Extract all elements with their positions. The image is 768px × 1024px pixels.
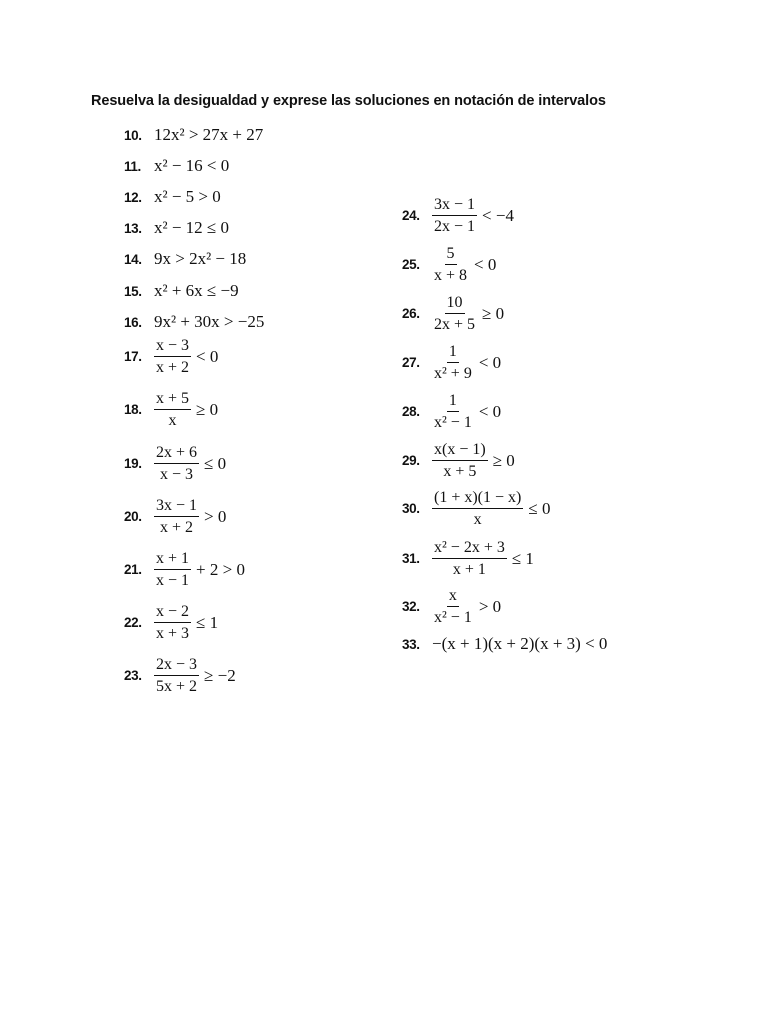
problem-number: 30. — [402, 501, 420, 517]
problem-28 — [402, 392, 501, 432]
problem-33 — [402, 634, 607, 654]
problem-number: 32. — [402, 599, 420, 615]
fraction — [154, 603, 191, 643]
problem-31 — [402, 539, 534, 579]
problem-21 — [124, 550, 245, 590]
inequality-rest: < 0 — [196, 346, 219, 366]
inequality-rest: < 0 — [478, 352, 502, 372]
problem-number: 26. — [402, 306, 420, 322]
denominator: 2x + 5 — [434, 315, 476, 333]
problem-13 — [124, 218, 229, 238]
inequality-rest: + 2 > 0 — [196, 559, 245, 579]
numerator: x + 5 — [154, 390, 191, 410]
fraction — [432, 245, 469, 285]
fraction — [154, 337, 191, 377]
denominator: x + 3 — [156, 624, 190, 642]
problem-number: 18. — [124, 402, 142, 418]
inequality-rest: < 0 — [478, 401, 502, 421]
denominator: x² + 9 — [434, 364, 472, 382]
problem-18 — [124, 390, 218, 430]
inequality-rest: ≥ 0 — [196, 399, 219, 419]
denominator: x − 3 — [160, 465, 194, 483]
problem-20 — [124, 497, 226, 537]
denominator: x + 1 — [452, 560, 486, 578]
problem-number: 20. — [124, 509, 142, 525]
inequality: x² + 6x ≤ −9 — [154, 281, 239, 300]
inequality: x² − 16 < 0 — [154, 156, 230, 175]
inequality-rest: ≤ 1 — [511, 548, 534, 568]
fraction — [432, 489, 523, 529]
problem-14 — [124, 249, 246, 269]
problem-number: 28. — [402, 404, 420, 420]
denominator: x + 2 — [156, 358, 190, 376]
problem-number: 15. — [124, 283, 142, 299]
numerator: (1 + x)(1 − x) — [432, 489, 523, 509]
problem-26 — [402, 294, 504, 334]
fraction — [154, 390, 191, 430]
problem-30 — [402, 489, 550, 529]
inequality-rest: > 0 — [478, 596, 502, 616]
denominator: 2x − 1 — [434, 217, 476, 235]
inequality-rest: ≤ 0 — [204, 453, 227, 473]
inequality-rest: ≥ 0 — [492, 450, 515, 470]
numerator: x + 1 — [154, 550, 191, 570]
fraction — [432, 294, 477, 334]
problem-25 — [402, 245, 496, 285]
inequality: 9x² + 30x > −25 — [154, 312, 265, 331]
problem-17 — [124, 337, 218, 377]
numerator: x − 2 — [154, 603, 191, 623]
fraction — [432, 587, 474, 627]
denominator: x² − 1 — [434, 608, 472, 626]
problem-number: 23. — [124, 668, 142, 684]
problem-number: 22. — [124, 615, 142, 631]
problem-32 — [402, 587, 501, 627]
problem-10 — [124, 125, 263, 145]
inequality-rest: < −4 — [482, 205, 514, 225]
inequality-rest: ≥ −2 — [204, 665, 236, 685]
denominator: x + 2 — [160, 518, 194, 536]
numerator: 10 — [445, 294, 465, 314]
problem-number: 16. — [124, 314, 142, 330]
problem-11 — [124, 156, 229, 176]
page-title: Resuelva la desigualdad y exprese las soluciones en notación de intervalos — [91, 93, 606, 109]
inequality: −(x + 1)(x + 2)(x + 3) < 0 — [432, 634, 608, 653]
problem-12 — [124, 187, 221, 207]
problem-number: 17. — [124, 349, 142, 365]
denominator: x + 8 — [434, 266, 468, 284]
problem-15 — [124, 281, 239, 301]
inequality-rest: ≤ 1 — [196, 612, 219, 632]
denominator: x — [168, 411, 177, 429]
inequality-rest: > 0 — [204, 506, 227, 526]
problem-number: 10. — [124, 127, 142, 143]
problem-number: 19. — [124, 456, 142, 472]
problem-22 — [124, 603, 218, 643]
inequality-rest: ≥ 0 — [482, 303, 505, 323]
numerator: x — [447, 587, 459, 607]
problem-29 — [402, 441, 515, 481]
inequality: x² − 12 ≤ 0 — [154, 218, 230, 237]
problem-27 — [402, 343, 501, 383]
problem-number: 29. — [402, 453, 420, 469]
fraction — [432, 196, 477, 236]
numerator: 2x − 3 — [154, 656, 199, 676]
problem-16 — [124, 312, 264, 332]
inequality: 12x² > 27x + 27 — [154, 125, 264, 144]
problem-number: 27. — [402, 355, 420, 371]
numerator: x − 3 — [154, 337, 191, 357]
problem-number: 31. — [402, 551, 420, 567]
problem-23 — [124, 656, 236, 696]
problem-number: 25. — [402, 257, 420, 273]
numerator: x² − 2x + 3 — [432, 539, 507, 559]
numerator: x(x − 1) — [432, 441, 488, 461]
fraction — [154, 444, 199, 484]
fraction — [432, 441, 488, 481]
problem-24 — [402, 196, 514, 236]
problem-number: 14. — [124, 251, 142, 267]
fraction — [154, 656, 199, 696]
numerator: 1 — [447, 392, 459, 412]
numerator: 3x − 1 — [432, 196, 477, 216]
denominator: 5x + 2 — [156, 677, 198, 695]
problem-19 — [124, 444, 226, 484]
inequality-rest: < 0 — [474, 254, 497, 274]
numerator: 3x − 1 — [154, 497, 199, 517]
denominator: x — [473, 510, 482, 528]
fraction — [432, 392, 474, 432]
denominator: x² − 1 — [434, 413, 472, 431]
denominator: x − 1 — [156, 571, 190, 589]
problem-number: 24. — [402, 208, 420, 224]
problem-number: 12. — [124, 189, 142, 205]
inequality: 9x > 2x² − 18 — [154, 249, 247, 268]
numerator: 1 — [447, 343, 459, 363]
inequality: x² − 5 > 0 — [154, 187, 221, 206]
numerator: 5 — [445, 245, 457, 265]
inequality-rest: ≤ 0 — [528, 498, 551, 518]
denominator: x + 5 — [443, 462, 477, 480]
problem-number: 11. — [124, 158, 141, 174]
numerator: 2x + 6 — [154, 444, 199, 464]
fraction — [154, 497, 199, 537]
problem-number: 21. — [124, 562, 142, 578]
fraction — [432, 343, 474, 383]
problem-number: 33. — [402, 636, 420, 652]
problem-number: 13. — [124, 220, 142, 236]
fraction — [154, 550, 191, 590]
fraction — [432, 539, 507, 579]
